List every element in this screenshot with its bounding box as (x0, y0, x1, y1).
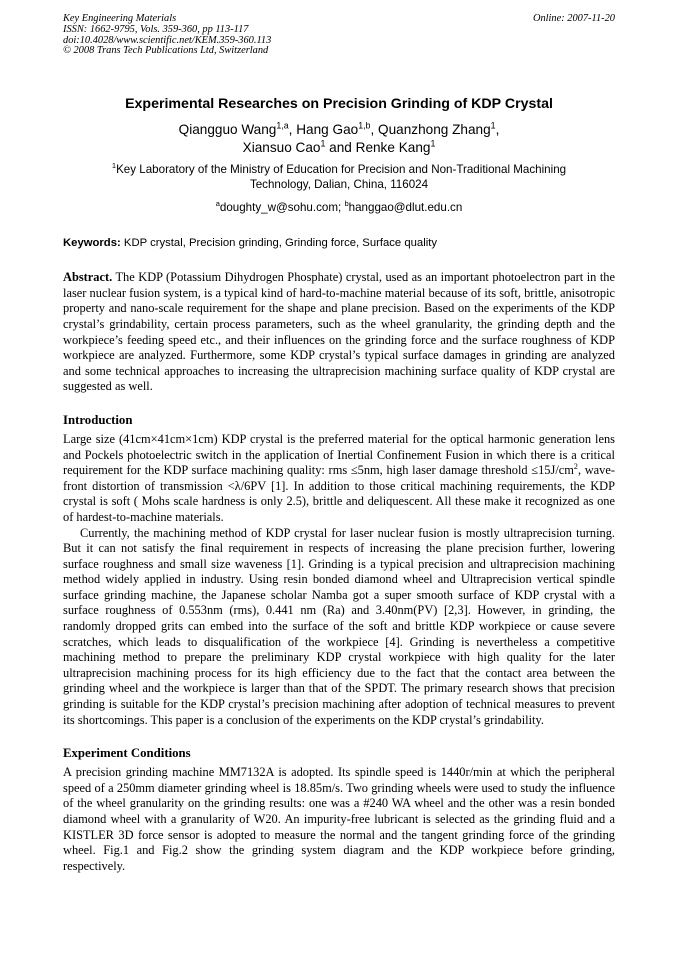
section-heading-experiment-conditions: Experiment Conditions (63, 746, 191, 761)
author-separator: , (370, 122, 379, 138)
author-name: Hang Gao (296, 122, 359, 138)
keywords-text: KDP crystal, Precision grinding, Grinding force, Surface quality (120, 237, 438, 250)
journal-doi: doi:10.4028/www.scientific.net/KEM.359-360.113 (63, 34, 272, 46)
journal-name: Key Engineering Materials (63, 13, 177, 24)
author-name: Renke Kang (355, 140, 431, 156)
author-separator: , (495, 122, 500, 138)
author-name: Qiangguo Wang (178, 122, 277, 138)
author-conjunction: and (325, 140, 356, 156)
email-address: doughty_w@sohu.com; (219, 201, 345, 215)
superscript: 2 (573, 462, 578, 471)
author-name: Quanzhong Zhang (378, 122, 491, 138)
journal-copyright: © 2008 Trans Tech Publications Ltd, Switzerland (63, 45, 269, 57)
author-emails (63, 200, 615, 215)
journal-issn: ISSN: 1662-9795, Vols. 359-360, pp 113-117 (63, 23, 249, 35)
author-affiliation-mark: 1 (490, 120, 496, 131)
keywords-label: Keywords: (63, 237, 121, 250)
journal-header (63, 14, 615, 57)
affiliation-line: Technology, Dalian, China, 116024 (249, 178, 429, 192)
author-affiliation-mark: 1,b (358, 120, 371, 131)
introduction-paragraph-2: Currently, the machining method of KDP crystal for laser nuclear fusion is mostly ultraprecision turning. But it can not satisfy the final requirement in respects of increasing the plane precision further, lowering surface roughness and small size waveness [1]. Grinding is a typical precision and ultraprecision machining method widely applied in industry. Using resin bonded diamond wheel and Ultraprecision vertical spindle surface grinding machine, the Japanese scholar Namba got a super smooth surface of KDP crystal with a surface roughness of 0.553nm (rms), 0.441 nm (Ra) and 3.40nm(PV) [2,3]. However, in grinding, the randomly dropped grits can embed into the surface of the soft and brittle KDP workpiece or cause severe scratches, which leads to disqualification of the workpiece [4]. Grinding is nevertheless a competitive machining method to prepare the preliminary KDP crystal workpiece with high quality for the later ultraprecision machining process for its high efficiency due to the fact that the contact area between the grinding wheel and the workpiece is larger than that of the SPDT. The primary research shows that precision grinding is suitable for the KDP crystal’s precision machining after adoption of technical measures to prevent its shortcomings. This paper is a conclusion of the experiments on the KDP crystal’s grindability. (63, 525, 615, 727)
email-mark: a (215, 199, 220, 209)
section-heading-introduction: Introduction (63, 412, 133, 427)
email-address: hanggao@dlut.edu.cn (348, 201, 463, 215)
affiliation-line: Key Laboratory of the Ministry of Education for Precision and Non-Traditional Machining (116, 163, 567, 177)
paper-page (63, 14, 615, 874)
introduction-paragraph-1 (63, 432, 615, 526)
author-affiliation-mark: 1 (320, 138, 326, 149)
online-date: Online: 2007-11-20 (532, 13, 615, 24)
affiliation (63, 162, 615, 192)
author-list (63, 121, 615, 157)
affiliation-mark: 1 (111, 161, 117, 171)
keywords (63, 236, 615, 251)
author-name: Xiansuo Cao (242, 140, 321, 156)
author-separator: , (288, 122, 297, 138)
author-affiliation-mark: 1,a (276, 120, 289, 131)
experiment-paragraph-1: A precision grinding machine MM7132A is adopted. Its spindle speed is 1440r/min at which the peripheral speed of a 250mm diameter grinding wheel is 18.85m/s. Two grinding wheels were used to study the influence of the wheel granularity on the grinding results: one was a #240 WA wheel and the other was a resin bonded diamond wheel with a granularity of W20. An impurity-free lubricant is selected as the grinding fluid and a KISTLER 3D force sensor is adopted to measure the normal and the tangent grinding force of the grinding wheel. Fig.1 and Fig.2 show the grinding system diagram and the KDP workpiece before grinding, respectively. (63, 765, 615, 873)
paragraph-text: Large size (41cm×41cm×1cm) KDP crystal is the preferred material for the optical harmonic generation lens and Pockels photoelectric switch in the application of Inertial Confinement Fusion in which there is a critical requirement for the KDP surface machining quality: rms ≤5nm, high laser damage threshold ≤15J/cm (63, 431, 615, 478)
abstract-text: The KDP (Potassium Dihydrogen Phosphate) crystal, used as an important photoelectron part in the laser nuclear fusion system, is a typical kind of hard-to-machine material because of its soft, brittle, anisotropic property and nano-scale requirement for the shape and plane precision. Based on the experiments of the KDP crystal’s grindability, certain process parameters, such as the wheel granularity, the grinding depth and the workpiece’s feeding speed etc., and their influences on the grinding force and the surface roughness of KDP workpiece are analyzed. Furthermore, some KDP crystal’s typical surface damages in grinding are analyzed and some technical approaches to increasing the ultraprecision machining surface quality of KDP crystal are suggested as well. (63, 270, 615, 394)
abstract-label: Abstract. (63, 270, 113, 285)
paper-title: Experimental Researches on Precision Grinding of KDP Crystal (125, 96, 553, 113)
abstract (63, 270, 615, 395)
email-mark: b (344, 199, 349, 209)
paragraph-text: , wave-front distortion of transmission <λ/6PV [1]. In addition to those critical machining requirements, the KDP crystal is soft ( Mohs scale hardness is only 2.5), brittle and deliquescent. All these make it recognized as one of hardest-to-machine materials. (63, 463, 615, 524)
author-affiliation-mark: 1 (430, 138, 436, 149)
